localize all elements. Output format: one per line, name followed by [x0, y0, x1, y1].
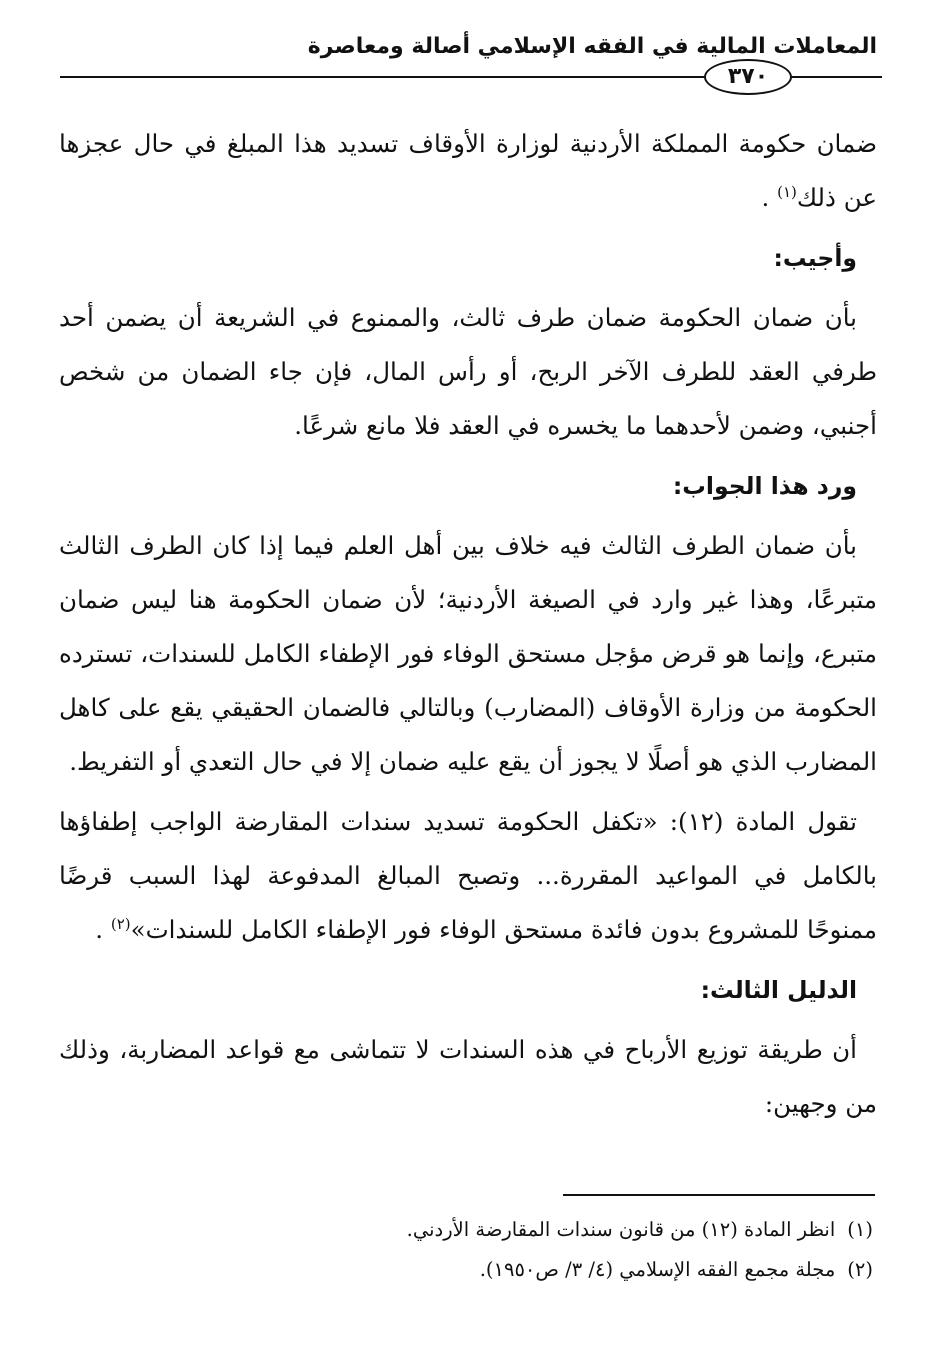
footnote-text: انظر المادة (١٢) من قانون سندات المقارضة الأردني. — [406, 1218, 836, 1241]
paragraph: بأن ضمان الطرف الثالث فيه خلاف بين أهل العلم فيما إذا كان الطرف الثالث متبرعًا، وهذا غير وارد في الصيغة الأردنية؛ لأن ضمان الحكومة هنا ليس ضمان متبرع، وإنما هو قرض مؤجل مستحق الوفاء فور الإطفاء الكامل للسندات، تسترده الحكومة من وزارة الأوقاف (المضارب) وبالتالي فالضمان الحقيقي يقع على كاهل المضارب الذي هو أصلًا لا يجوز أن يقع عليه ضمان إلا في حال التعدي أو التفريط. — [59, 531, 877, 776]
running-head-title: المعاملات المالية في الفقه الإسلامي أصالة ومعاصرة — [307, 34, 877, 59]
footnote — [113, 1210, 873, 1250]
paragraph-text: ضمان حكومة المملكة الأردنية لوزارة الأوقاف تسديد هذا المبلغ في حال عجزها عن ذلك — [59, 129, 877, 212]
footnote-ref: (٢) — [110, 914, 131, 933]
footnote-separator — [563, 1194, 875, 1196]
paragraph: بأن ضمان الحكومة ضمان طرف ثالث، والممنوع في الشريعة أن يضمن أحد طرفي العقد للطرف الآخر الربح، أو رأس المال، فإن جاء الضمان من شخص أجنبي، وضمن لأحدهما ما يخسره في العقد فلا مانع شرعًا. — [59, 303, 877, 440]
footnote-number: (١) — [847, 1218, 873, 1241]
section-heading: وأجيب: — [773, 244, 857, 272]
section-heading: الدليل الثالث: — [700, 976, 857, 1004]
footnote-ref: (١) — [777, 182, 797, 201]
section-heading: ورد هذا الجواب: — [672, 472, 857, 500]
page-number-badge: ٣٧٠ — [704, 59, 792, 95]
sentence-end: . — [95, 915, 104, 944]
footnote-number: (٢) — [847, 1258, 873, 1281]
paragraph — [59, 117, 877, 225]
footnote-text: مجلة مجمع الفقه الإسلامي (٤/ ٣/ ص١٩٥٠). — [479, 1258, 836, 1281]
footnote — [113, 1250, 873, 1290]
footnotes — [113, 1210, 873, 1290]
sentence-end: . — [761, 183, 770, 212]
paragraph-text: تقول المادة (١٢): «تكفل الحكومة تسديد سندات المقارضة الواجب إطفاؤها بالكامل في المواعيد المقررة... وتصبح المبالغ المدفوعة لهذا السبب قرضًا ممنوحًا للمشروع بدون فائدة مستحق الوفاء فور الإطفاء الكامل للسندات» — [59, 807, 877, 944]
main-text — [59, 117, 877, 1131]
quote-paragraph — [59, 795, 877, 957]
paragraph: أن طريقة توزيع الأرباح في هذه السندات لا تتماشى مع قواعد المضاربة، وذلك من وجهين: — [59, 1035, 877, 1118]
